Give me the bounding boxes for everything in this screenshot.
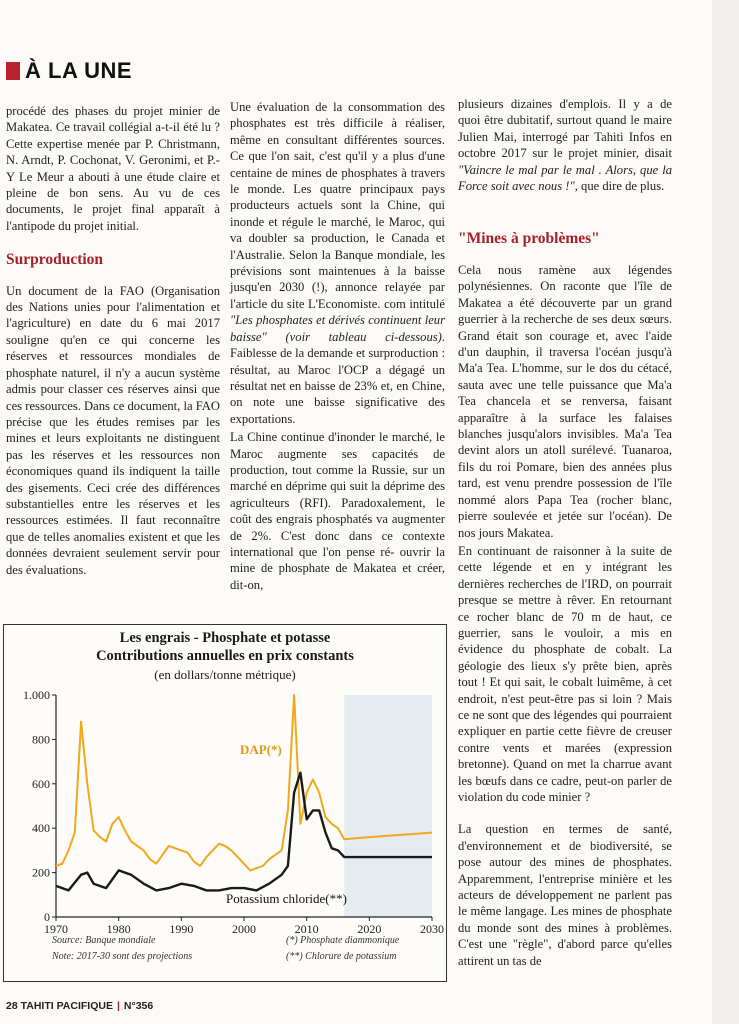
x-tick-label: 2010 [294,922,319,936]
y-tick-label: 1.000 [23,688,50,702]
series-label-potassium: Potassium chloride(**) [226,891,347,906]
y-tick-label: 800 [32,732,50,747]
x-tick-label: 2020 [357,922,382,936]
col3-paragraph-4: La question en termes de santé, d'environnement et de biodiversité, se pose autour des mines de phosphates. Apparemment, l'entreprise minière et les acteurs de développement ne parlent pas le même langage. Les mines de phosphate du monde sont des mines à problèmes. C'est une "règle", d'abord parce qu'elles attirent un tas de [458,822,672,968]
col2-text-b: . Faiblesse de la demande et surproduction : résultat, au Maroc l'OCP a dégagé un résultat net en baisse de 23% et, en Chine, on note une baisse significative des exportations. [230,329,445,426]
x-tick-label: 1980 [106,922,131,936]
column-3 [458,262,672,971]
series-label-dap: DAP(*) [240,742,282,757]
col3-quote: "Vaincre le mal par le mal . Alors, que la Force soit avec nous !" [458,162,672,194]
col3-paragraph-3: En continuant de raisonner à la suite de cette légende et en y intégrant les dernières recherches de l'IRD, on pourrait presque se mettre à rêver. En retournant ce rocher blanc de 70 m de haut, ce guerrier, sans le vouloir, a mis en évidence du phosphate de cobalt. La géologie des lieux s'y prête bien, après tout ! Et qui sait, le cobalt luimême, à cet endroit, n'est peut-être pas si loin ? Mais ce ne sont que des légendes qui pourraient expliquer en partie cette fièvre de creuser contre vents et marées (expression bretonne). Quand on met la charrue avant les bœufs dans ce cadre, peut-on parler de violation du code minier ? [458,543,672,804]
chart-footnote-2: (**) Chlorure de potassium [286,951,397,962]
section-title: À LA UNE [25,58,133,83]
column-1 [6,103,220,580]
col1-paragraph-2: Un document de la FAO (Organisation des Nations unies pour l'alimentation et l'agriculture) en date du 6 mai 2017 souligne qu'en ce qui concerne les réserves et ressources mondiales de phosphate naturel, il n'y a aucun système admis pour classer ces réserves ainsi que ces ressources. Dans ce document, la FAO précise que les études remises par les mines et leurs exploitants ne distinguent pas les réserves et les ressources non économiques quand ils indiquent la taille des gisements. Ceci crée des différences substantielles entre les réserves et les ressources estimées. Il faut reconnaître que de telles anomalies existent et que les données devraient seulement servir pour des évaluations. [6,283,220,577]
col2-quote: "Les phosphates et dérivés continuent leur baisse" (voir tableau ci-dessous) [230,313,445,344]
magazine-logo-icon [6,62,20,80]
projection-region [344,695,432,917]
issue-number: N°356 [123,1000,154,1012]
chart-panel [3,624,447,982]
subhead-mines-a-problemes: "Mines à problèmes" [458,230,600,247]
col3-paragraph-2: Cela nous ramène aux légendes polynésiennes. On raconte que l'île de Makatea a été découverte par un grand guerrier à la recherche de ses deux sœurs. Grand était son courage et, avec l'aide d'un dauphin, il traversa l'océan jusqu'à Ma'a Tea. L'homme, sur le dos du cétacé, sauta avec une telle puissance que Ma'a Tea chancela et se renversa, faisant apparaître à la surface les falaises blanches jusqu'alors invisibles. Ma'a Tea devint alors un atoll surélevé. Tuanaroa, fils du roi Pomare, bien des années plus tard, est venu prendre possession de l'île nommé alors Papa Tea (rocher blanc, pierre soulevée et jetée sur l'océan). De nos jours Makatea. [458,263,672,540]
col2-text-a: Une évaluation de la consommation des phosphates est très difficile à réaliser, même en consultant différentes sources. Ce que l'on sait, c'est qu'il y a plus d'une centaine de mines de phosphates à travers le monde. Les quatre principaux pays producteurs actuels sont la Chine, qui inonde et régule le marché, le Maroc, qui va doubler sa production, le Canada et l'Australie. Selon la Banque mondiale, les prévisions sont maintenues à la baisse jusqu'en 2030 (!), annonce relayée par l'article du site L'Economiste. com intitulé [230,100,445,311]
col2-paragraph-2: La Chine continue d'inonder le marché, le Maroc augmente ses capacités de production, tout comme la Russie, sur un marché en déprime qui suit la déprime des agriculteurs (RFI). Paradoxalement, le coût des engrais phosphatés va augmenter de 2%. C'est donc dans ce contexte international que l'on pense ré- ouvrir la mine de phosphate de Makatea et créer, dit-on, [230,430,445,592]
chart-subtitle: Contributions annuelles en prix constants [96,648,354,664]
page-number: 28 [6,1000,18,1012]
column-3-top [458,96,672,196]
x-tick-label: 1990 [169,922,194,936]
x-tick-label: 2000 [232,922,256,936]
chart-svg [4,625,446,981]
chart-title: Les engrais - Phosphate et potasse [119,630,331,646]
column-2 [230,99,445,595]
y-tick-label: 400 [32,821,50,836]
page-footer: 28 TAHITI PACIFIQUE | N°356 [6,1000,154,1012]
x-tick-label: 1970 [44,922,68,936]
magazine-name: TAHITI PACIFIQUE [20,1000,113,1012]
subhead-surproduction: Surproduction [6,251,104,269]
col1-paragraph-1: procédé des phases du projet minier de Makatea. Ce travail collégial a-t-il été lu ? Cette expertise menée par P. Christmann, N. Arndt, P. Cochonat, V. Geronimi, et P.-Y Le Meur a abouti à une étude claire et pleine de bon sens. Au vu de ces documents, le projet final apparaît à l'antipode du projet initial. [6,104,220,233]
y-tick-label: 600 [32,776,50,791]
y-tick-label: 0 [44,910,50,924]
x-tick-label: 2030 [420,922,444,936]
col3-text-b: , que dire de plus. [574,179,665,194]
chart-unit-label: (en dollars/tonne métrique) [154,667,296,682]
chart-source-note: Source: Banque mondiale [52,935,156,946]
col2-paragraph-1 [230,99,445,427]
page-header [6,56,132,86]
scan-margin [712,0,739,1024]
col3-text-a: plusieurs dizaines d'emplois. Il y a de quoi être dubitatif, surtout quand le maire Julien Mai, interrogé par Tahiti Infos en octobre 2017 sur le projet minier, disait [458,97,672,161]
y-tick-label: 200 [32,865,50,880]
chart-footnote-1: (*) Phosphate diammonique [286,935,400,946]
col3-paragraph-1 [458,96,672,194]
chart-projection-note: Note: 2017-30 sont des projections [52,951,193,962]
